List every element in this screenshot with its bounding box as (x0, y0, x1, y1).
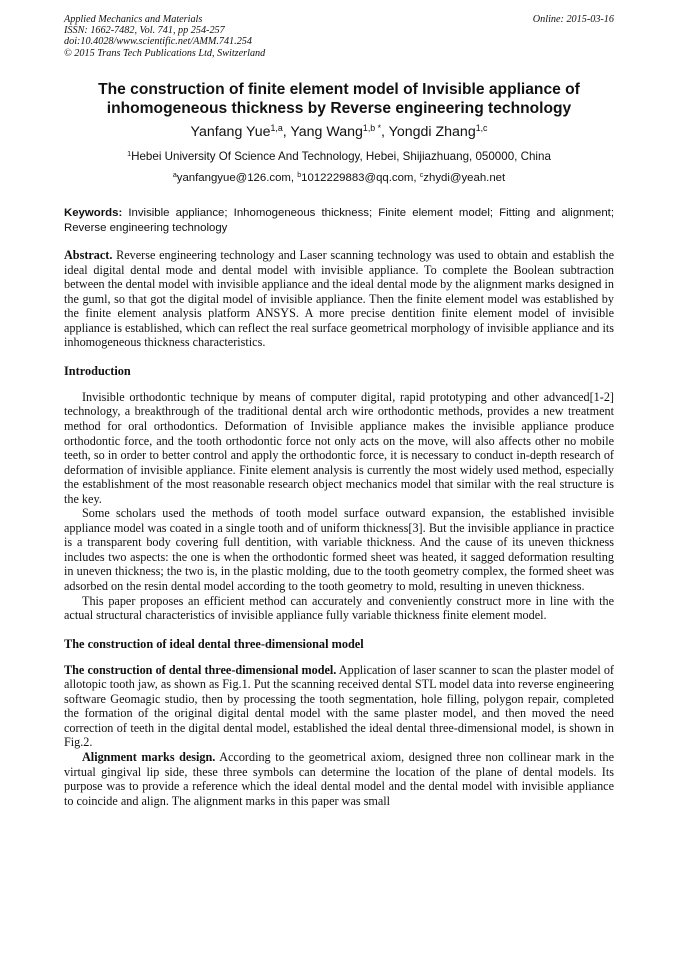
email-link[interactable]: zhydi@yeah.net (423, 172, 506, 184)
subsection-label: The construction of dental three-dimensional model. (64, 662, 337, 677)
section2-paragraph-2 (64, 750, 614, 808)
intro-paragraph-2: Some scholars used the methods of tooth model surface outward expansion, the established invisible appliance model was coated in a single tooth and of uniform thickness[3]. But the invisible appliance in practice is a transparent body covering full dentition, with variable thickness. And the cause of its uneven thickness includes two aspects: the one is when the orthodontic formed sheet was heated, it sagged deformation resulting in uneven thickness; the two is, in the plastic molding, due to the tooth geometry complex, the formed sheet was adsorbed on the resin dental model according to the tooth geometry to mold, resulting in uneven thickness. (64, 506, 614, 593)
section-heading-introduction: Introduction (64, 364, 131, 379)
affiliation (64, 150, 614, 163)
section-heading-ideal-dental-model: The construction of ideal dental three-dimensional model (64, 637, 364, 652)
author-list (64, 124, 614, 140)
email-link[interactable]: yanfangyue@126.com, (176, 172, 298, 184)
author-superscript: 1,b * (362, 123, 382, 134)
email-superscript: c (419, 172, 424, 180)
author-superscript: 1,c (475, 123, 488, 134)
online-date: Online: 2015-03-16 (532, 14, 614, 25)
author-separator: , (381, 124, 389, 140)
copyright-line: © 2015 Trans Tech Publications Ltd, Switzerland (64, 47, 266, 59)
author-name: Yanfang Yue (190, 124, 271, 140)
affiliation-superscript: 1 (127, 149, 132, 159)
keywords-block (64, 206, 614, 235)
intro-paragraph-1: Invisible orthodontic technique by means of computer digital, rapid prototyping and other advanced[1-2] technology, a breakthrough of the traditional dental arch wire orthodontic methods, provides a new treatment method for oral orthodontics. Deformation of Invisible appliance makes the invisible appliance produce orthodontic force, and the tooth orthodontic force not only acts on the move, will also affects other no mobile teeth, so in order to better control and apply the orthodontic force, it is necessary to conduct in-depth research of deformation of invisible appliance. Finite element analysis is currently the most widely used method, especially the establishment of the most reasonable research object mechanics model that similar with the real structure is the key. (64, 389, 614, 506)
subsection-label: Alignment marks design. (82, 749, 216, 764)
email-superscript: a (172, 172, 177, 180)
abstract-text: Reverse engineering technology and Laser scanning technology was used to obtain and establish the ideal digital dental mode and dental model with invisible appliance. To complete the Boolean subtraction between the dental model with invisible appliance and the ideal dental mode by the alignment marks designed in the guml, so that got the digital model of invisible appliance. Then the finite element model was established by the finite element analysis platform ANSYS. A more precise dentition finite element model of invisible appliance is established, which can reflect the real surface geometrical morphology of invisible appliance and its inhomogeneous thickness characteristics. (64, 248, 614, 350)
email-superscript: b (297, 172, 302, 180)
author-name: Yang Wang (290, 124, 363, 140)
email-list (64, 172, 614, 184)
author-superscript: 1,a (270, 123, 283, 134)
affiliation-text: Hebei University Of Science And Technology, Hebei, Shijiazhuang, 050000, China (131, 150, 551, 163)
issn-line: ISSN: 1662-7482, Vol. 741, pp 254-257 (64, 25, 225, 37)
abstract-label: Abstract. (64, 248, 113, 262)
paper-title: The construction of finite element model of Invisible appliance of inhomogeneous thickness by Reverse engineering technology (98, 81, 580, 117)
paper-body (64, 248, 614, 808)
author-name: Yongdi Zhang (388, 124, 476, 140)
keywords-label: Keywords: (64, 207, 123, 219)
email-link[interactable]: 1012229883@qq.com, (301, 172, 420, 184)
intro-paragraph-3: This paper proposes an efficient method can accurately and conveniently construct more in line with the actual structural characteristics of invisible appliance fully variable thickness finite element model. (64, 593, 614, 623)
author-separator: , (282, 124, 291, 140)
section2-paragraph-1-text: Application of laser scanner to scan the plaster model of allotopic tooth jaw, as shown as Fig.1. Put the scanning received dental STL model data into reverse engineering software Geomagic studio, then by processing the tooth segmentation, hole filling, polygon repair, completed the formation of the original digital dental model with the same plaster model, and then moved the need correction of teeth in the digital dental model, established the ideal dental three-dimensional model, is shown in Fig.2. (64, 662, 614, 750)
doi-line: doi:10.4028/www.scientific.net/AMM.741.254 (64, 36, 252, 48)
section2-paragraph-1 (64, 663, 614, 750)
keywords-text: Invisible appliance; Inhomogeneous thickness; Finite element model; Fitting and alignment; Reverse engineering technology (64, 207, 614, 234)
journal-header (64, 14, 614, 59)
journal-name: Applied Mechanics and Materials (64, 14, 203, 25)
section2-paragraph-2-text: According to the geometrical axiom, designed three non collinear mark in the virtual gingival lip side, these three symbols can determine the location of the plane of dental models. Its purpose was to provide a reference which the ideal dental model and the dental model with invisible appliance to coincide and align. The alignment marks in this paper was small (64, 749, 614, 808)
abstract-paragraph (64, 248, 614, 350)
